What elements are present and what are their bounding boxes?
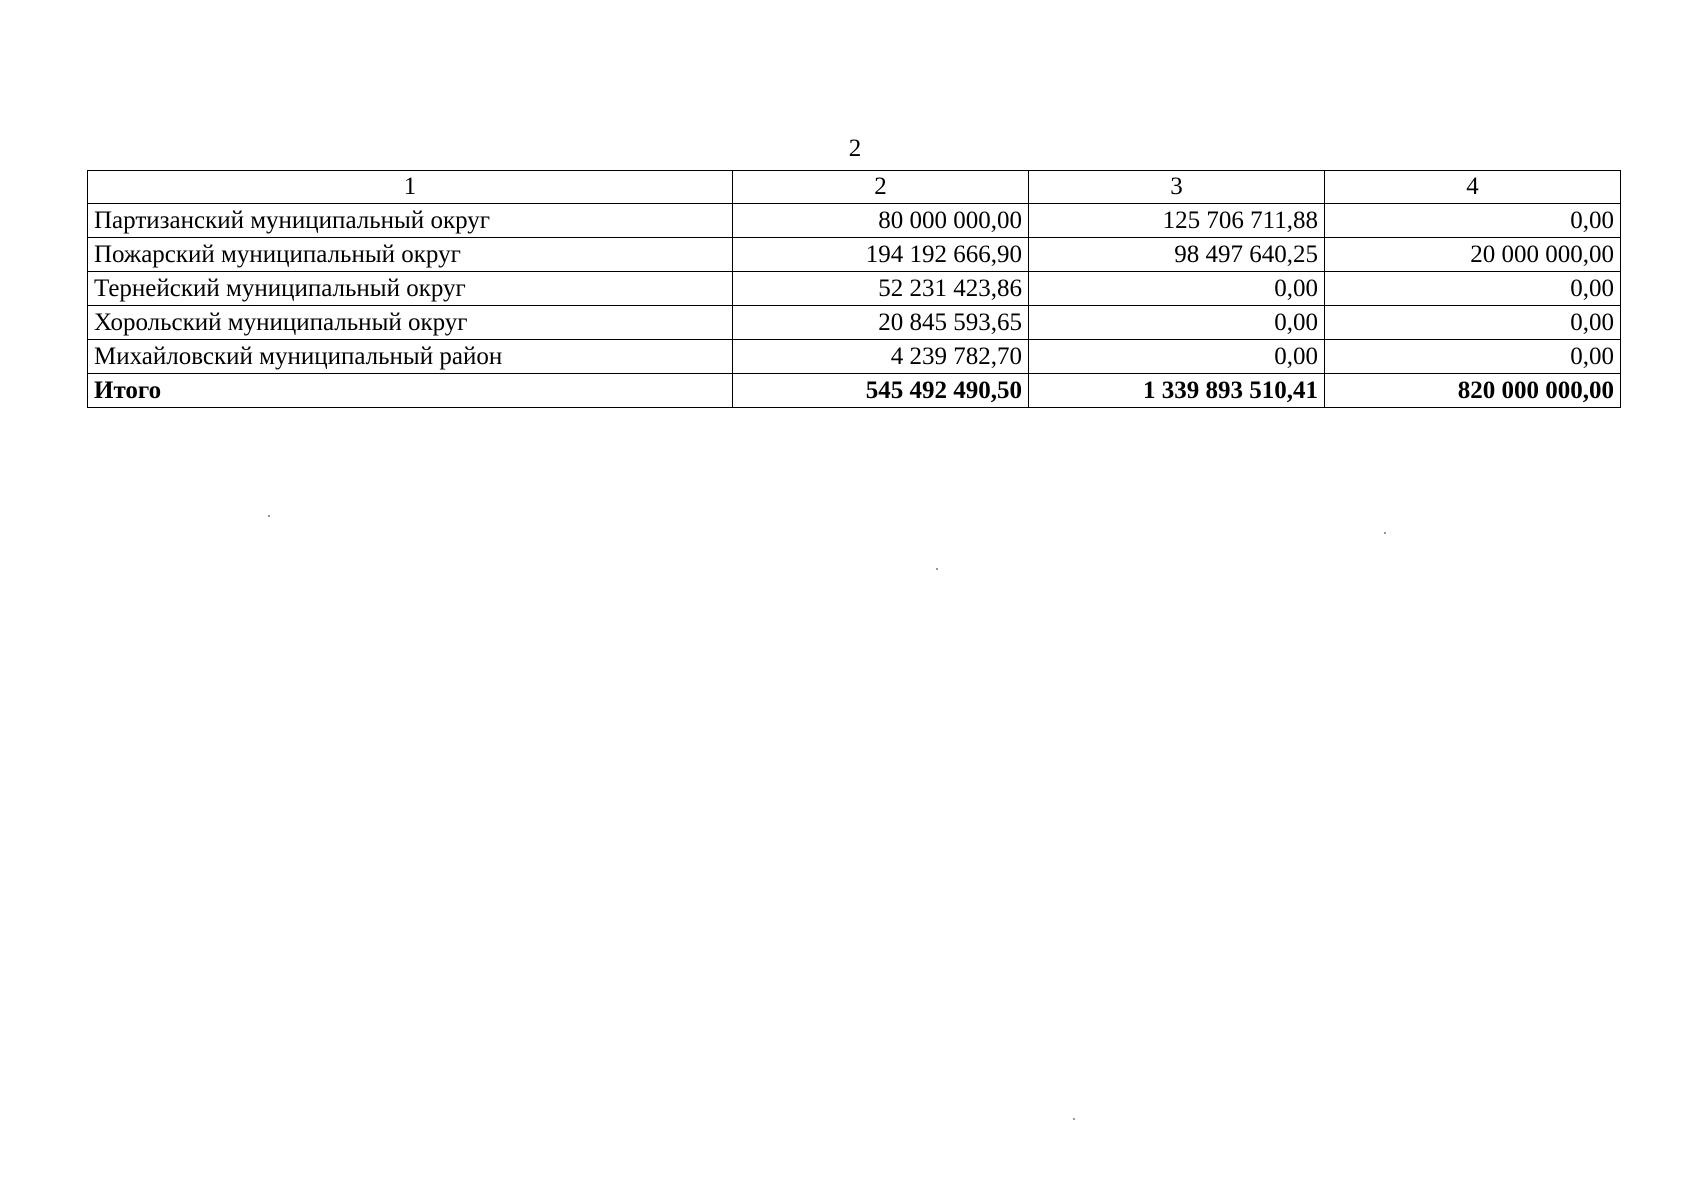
total-value-col2: 545 492 490,50 (733, 374, 1029, 408)
row-value-col3: 125 706 711,88 (1029, 204, 1325, 238)
table-row (88, 238, 1621, 272)
scan-speck (936, 568, 938, 570)
row-name: Пожарский муниципальный округ (88, 238, 733, 272)
scan-speck (268, 515, 270, 517)
row-value-col2: 194 192 666,90 (733, 238, 1029, 272)
row-value-col2: 4 239 782,70 (733, 340, 1029, 374)
row-value-col4: 0,00 (1325, 204, 1621, 238)
row-name: Партизанский муниципальный округ (88, 204, 733, 238)
column-number-4: 4 (1325, 171, 1621, 204)
row-value-col4: 0,00 (1325, 272, 1621, 306)
row-name: Михайловский муниципальный район (88, 340, 733, 374)
total-label: Итого (88, 374, 733, 408)
column-number-row (88, 171, 1621, 204)
column-number-1: 1 (88, 171, 733, 204)
row-value-col2: 20 845 593,65 (733, 306, 1029, 340)
table-row (88, 340, 1621, 374)
row-value-col4: 0,00 (1325, 340, 1621, 374)
row-value-col3: 98 497 640,25 (1029, 238, 1325, 272)
scan-speck (1073, 1118, 1075, 1120)
allocation-table (87, 170, 1621, 408)
total-row (88, 374, 1621, 408)
column-number-3: 3 (1029, 171, 1325, 204)
total-value-col4: 820 000 000,00 (1325, 374, 1621, 408)
row-name: Тернейский муниципальный округ (88, 272, 733, 306)
scan-speck (1384, 532, 1386, 534)
row-value-col2: 52 231 423,86 (733, 272, 1029, 306)
table-row (88, 272, 1621, 306)
row-value-col2: 80 000 000,00 (733, 204, 1029, 238)
table-row (88, 204, 1621, 238)
row-value-col3: 0,00 (1029, 340, 1325, 374)
row-name: Хорольский муниципальный округ (88, 306, 733, 340)
row-value-col4: 20 000 000,00 (1325, 238, 1621, 272)
row-value-col3: 0,00 (1029, 306, 1325, 340)
page-number: 2 (848, 135, 862, 162)
table-row (88, 306, 1621, 340)
row-value-col3: 0,00 (1029, 272, 1325, 306)
total-value-col3: 1 339 893 510,41 (1029, 374, 1325, 408)
row-value-col4: 0,00 (1325, 306, 1621, 340)
column-number-2: 2 (733, 171, 1029, 204)
